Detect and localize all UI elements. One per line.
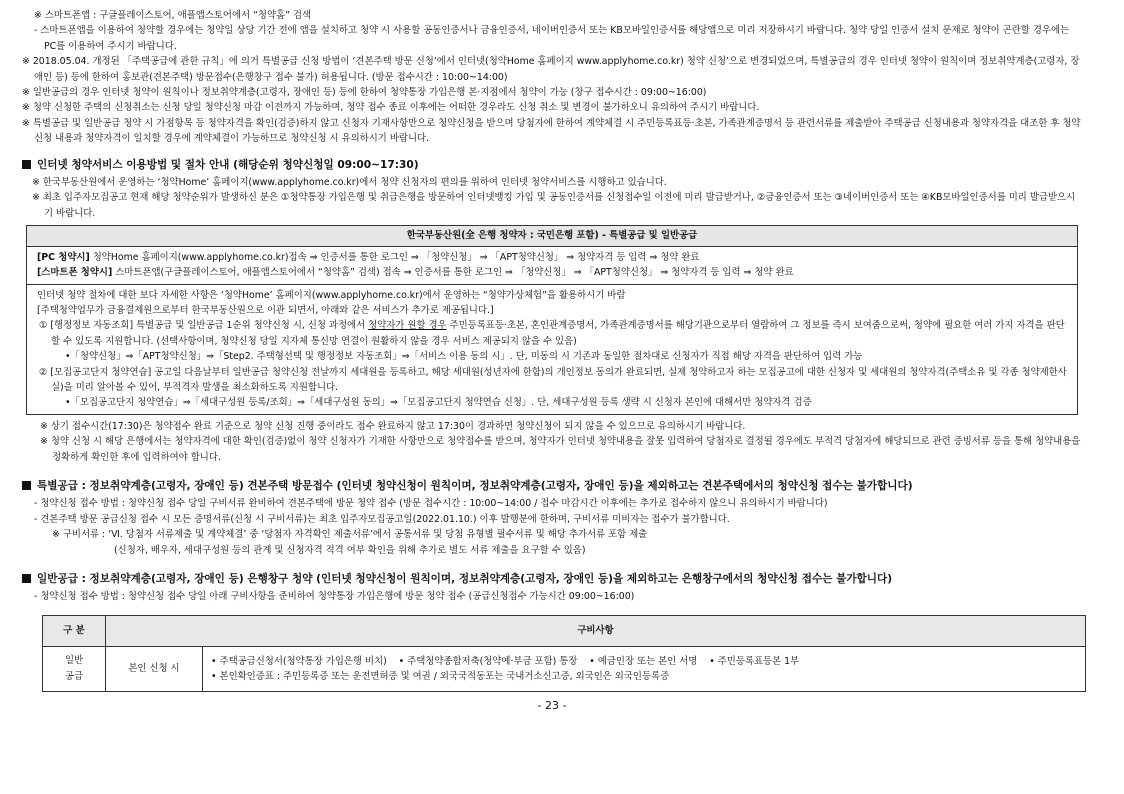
internet-procedure-box (26, 225, 1078, 414)
general-dash-1: - 청약신청 접수 방법 : 청약신청 접수 당일 아래 구비사항을 준비하여 청약통장 가입은행에 방문 청약 접수 (공급신청접수 가능시간 09:00~16:00) (34, 591, 635, 603)
table-header-row (43, 615, 1086, 646)
pc-procedure: [PC 청약시] 청약Home 홈페이지(www.applyhome.co.kr)접속 ⇒ 인증서를 통한 로그인 ⇒ 「청약신청」 ⇒ 「APT청약신청」 ⇒ 청약자격 등 입력 ⇒ 청약 완료 (37, 251, 700, 263)
requirement-line-2: • 본인확인증표 : 주민등록증 또는 운전면허증 및 여권 / 외국국적동포는 국내거소신고증, 외국인은 외국인등록증 (211, 670, 670, 682)
square-bullet-icon (22, 574, 31, 583)
smartphone-note-title: ※ 스마트폰앱 : 구글플레이스토어, 애플앱스토어에서 “청약홈” 검색 (34, 10, 312, 21)
square-bullet-icon (22, 160, 31, 169)
special-note: ※ 구비서류 : ‘Ⅵ. 당첨자 서류제출 및 계약체결’ 중 ‘당첨자 자격확인 제출서류’에서 공통서류 및 당첨 유형별 필수서류 및 해당 추가서류 포함 제출 (52, 529, 648, 541)
note-cancellation: ※ 청약 신청한 주택의 신청취소는 신청 당일 청약신청 마감 이전까지 가능하며, 청약 접수 종료 이후에는 어떠한 경우라도 신청 취소 및 변경이 불가하오니 유의하여 주시기 바랍니다. (22, 102, 760, 114)
header-category: 구 분 (43, 615, 106, 646)
cell-requirement-items (203, 646, 1086, 691)
internet-note-1: ※ 한국부동산원에서 운영하는 ‘청약Home’ 홈페이지(www.applyhome.co.kr)에서 청약 신청자의 편의를 위하여 인터넷 청약서비스를 시행하고 있습니다. (32, 177, 667, 189)
cell-self-application: 본인 신청 시 (106, 646, 203, 691)
note-qualification: ※ 특별공급 및 일반공급 청약 시 가점항목 등 청약자격을 확인(검증)하지 않고 신청자 기재사항만으로 청약신청을 받으며 당첨자에 한하여 계약체결 시 주민등록표등·초본, 가족관계증명서 등 관련서류를 제출받아 주택공급 신청내용과 청약자격을 대조한 후 청약신청 내용과 청약자격이 일치할 경우에 계약체결이 가능하므로 청약신청 시 유의하시기 바랍니다. (22, 117, 1081, 145)
note-2018-rule: ※ 2018.05.04. 개정된 「주택공급에 관한 규칙」에 의거 특별공급 신청 방법이 ‘견본주택 방문 신청’에서 인터넷(청약Home 홈페이지 www.applyhome.co.kr) 청약 신청’으로 변경되었으며, 특별공급의 경우 인터넷 청약이 원칙이며 정보취약계층(고령자, 장애인 등) 등에 한하여 홍보관(견본주택) 방문접수(은행창구 접수 불가) 허용됩니다. (방문 접수시간 : 10:00~14:00) (22, 56, 1080, 83)
procedure-steps (27, 247, 1077, 284)
special-dash-1: - 청약신청 접수 방법 : 청약신청 접수 당일 구비서류 완비하여 견본주택에 방문 청약 접수 (방문 접수시간 : 10:00~14:00 / 접수 마감시간 이후에는 추가로 접수하지 않으니 유의하시기 바랍니다) (34, 498, 828, 510)
internet-note-2: ※ 최초 입주자모집공고 현재 해당 청약순위가 발생하신 분은 ①청약통장 가입은행 및 취급은행을 방문하여 인터넷뱅킹 가입 및 공동인증서를 신청접수일 이전에 미리 발급받거나, ②금융인증서 또는 ③네이버인증서 또는 ④KB모바일인증서를 미리 발급받으시기 바랍니다. (32, 192, 1076, 219)
table-row (43, 646, 1086, 691)
service-item-1-sub: •「청약신청」⇒「APT청약신청」⇒「Step2. 주택형선택 및 행정정보 자동조회」⇒「서비스 이용 동의 시」. 단, 미동의 시 기존과 동일한 절차대로 신청자가 직접 해당 자격을 판단하여 입력 가능 (65, 351, 863, 363)
after-note-1: ※ 상기 접수시간(17:30)은 청약접수 완료 기준으로 청약 신청 진행 중이라도 접수 완료하지 않고 17:30이 경과하면 청약신청이 되지 않을 수 있으므로 유의하시기 바랍니다. (40, 420, 746, 432)
procedure-details (27, 284, 1077, 414)
header-requirements: 구비사항 (106, 615, 1086, 646)
document-page (22, 8, 1082, 713)
note-general-supply: ※ 일반공급의 경우 인터넷 청약이 원칙이나 정보취약계층(고령자, 장애인 등) 등에 한하여 청약통장 가입은행 본·지점에서 청약이 가능 (창구 접수시간 : 09:00~16:00) (22, 87, 707, 99)
square-bullet-icon (22, 481, 31, 490)
page-number: - 23 - (537, 698, 567, 712)
requirement-line-1: • 주택공급신청서(청약통장 가입은행 비치) • 주택청약종합저축(청약예·부금 포함) 통장 • 예금인장 또는 본인 서명 • 주민등록표등본 1부 (211, 655, 800, 667)
special-dash-2: - 견본주택 방문 공급신청 접수 시 모든 증명서류(신청 시 구비서류)는 최초 입주자모집공고일(2022.01.10.) 이후 발행분에 한하며, 구비서류 미비자는 접수가 불가합니다. (34, 513, 730, 525)
smartphone-note-dash: - 스마트폰앱을 이용하여 청약할 경우에는 청약일 상당 기간 전에 앱을 설치하고 청약 시 사용할 공동인증서나 금융인증서, 네이버인증서 또는 KB모바일인증서를 해당앱으로 미리 저장하시기 바랍니다. 청약 당일 인증서 설치 문제로 청약이 곤란할 경우에는 PC를 이용하여 주시기 바랍니다. (34, 25, 1070, 52)
service-item-2: ② [모집공고단지 청약연습] 공고일 다음날부터 일반공급 청약신청 전날까지 세대원을 등록하고, 해당 세대원(성년자에 한함)의 개인정보 동의가 완료되면, 실제 청약하고자 하는 모집공고에 대한 신청자 및 세대원의 청약자격(주택소유 및 각종 청약제한사실)을 미리 알아볼 수 있어, 부적격자 발생을 최소화하도록 지원합니다. (39, 366, 1067, 393)
box-title: 한국부동산원(全 은행 청약자 : 국민은행 포함) - 특별공급 및 일반공급 (27, 226, 1077, 246)
detail-2: [주택청약업무가 금융결제원으로부터 한국부동산원으로 이관 되면서, 아래와 같은 서비스가 추가로 제공됩니다.] (37, 304, 494, 316)
service-item-1: ① [행정정보 자동조회] 특별공급 및 일반공급 1순위 청약신청 시, 신청 과정에서 청약자가 원할 경우 주민등록표등·초본, 혼인관계증명서, 가족관계증명서를 해당기관으로부터 열람하여 그 정보를 즉시 보여줌으로써, 청약에 필요한 여러 가지 자격을 판단할 수 있도록 지원합니다. (선택사항이며, 청약신청 당일 지자체 통신망 연결이 원활하지 않을 경우 서비스 제공되지 않을 수 있음) (39, 320, 1065, 347)
special-note-sub: (신청자, 배우자, 세대구성원 등의 관계 및 신청자격 적격 여부 확인을 위해 추가로 별도 서류 제출을 요구할 수 있음) (114, 544, 586, 556)
requirements-table (42, 615, 1086, 692)
mobile-procedure: [스마트폰 청약시] 스마트폰앱(구글플레이스토어, 애플앱스토어에서 “청약홈” 검색) 접속 ⇒ 인증서를 통한 로그인 ⇒ 「청약신청」 ⇒ 「APT청약신청」 ⇒ 청약자격 등 입력 ⇒ 청약 완료 (37, 267, 794, 279)
after-note-2: ※ 청약 신청 시 해당 은행에서는 청약자격에 대한 확인(검증)없이 청약 신청자가 기재한 사항만으로 청약접수를 받으며, 청약자가 인터넷 청약내용을 잘못 입력하여 당첨자로 결정될 경우에도 부적격 당첨자에 해당되므로 관련 증빙서류 등을 통해 청약내용을 정확하게 확인한 후에 입력하여야 합니다. (40, 436, 1081, 463)
general-section-heading: 일반공급 : 정보취약계층(고령자, 장애인 등) 은행창구 청약 (인터넷 청약신청이 원칙이며, 정보취약계층(고령자, 장애인 등)을 제외하고는 은행창구에서의 청약신청 접수는 불가합니다) (22, 572, 1082, 587)
service-item-2-sub: •「모집공고단지 청약연습」⇒「세대구성원 등록/조회」⇒「세대구성원 동의」⇒「모집공고단지 청약연습 신청」. 단, 세대구성원 등록 생략 시 신청자 본인에 대해서만 청약자격 검증 (65, 397, 812, 409)
detail-1: 인터넷 청약 절차에 대한 보다 자세한 사항은 ‘청약Home’ 홈페이지(www.applyhome.co.kr)에서 운영하는 “청약가상체험”을 활용하시기 바람 (37, 289, 626, 301)
cell-general-supply: 일반 공급 (43, 646, 106, 691)
internet-section-heading: 인터넷 청약서비스 이용방법 및 절차 안내 (해당순위 청약신청일 09:00~17:30) (22, 158, 1082, 173)
special-section-heading: 특별공급 : 정보취약계층(고령자, 장애인 등) 견본주택 방문접수 (인터넷 청약신청이 원칙이며, 정보취약계층(고령자, 장애인 등)을 제외하고는 견본주택에서의 청약신청 접수는 불가합니다) (22, 479, 1082, 494)
